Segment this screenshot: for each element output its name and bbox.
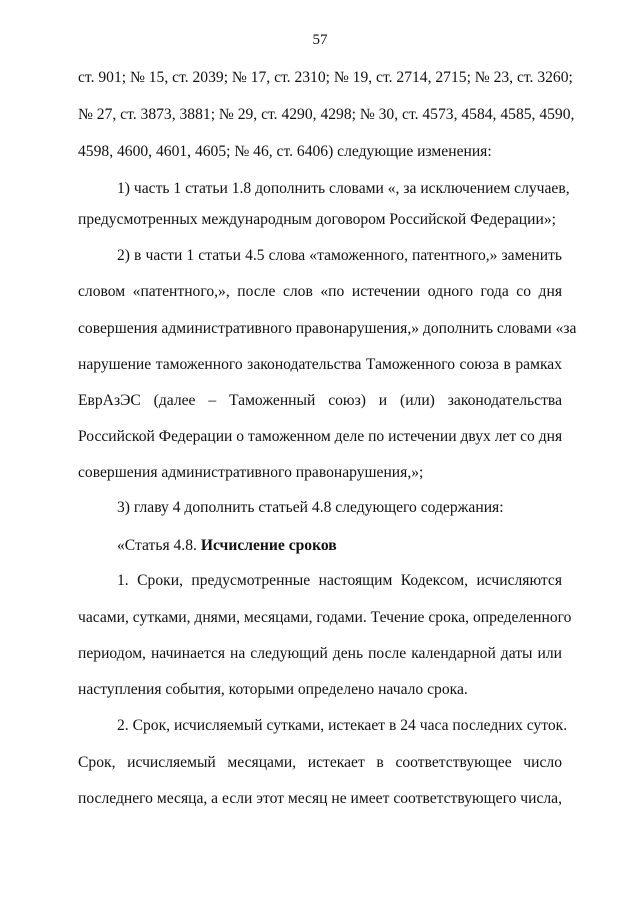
text-line: совершения административного правонарушения,»; xyxy=(78,464,424,481)
text-line: 3) главу 4 дополнить статьей 4.8 следующего содержания: xyxy=(117,499,504,516)
text-line: ЕврАзЭС (далее – Таможенный союз) и (или) законодательства xyxy=(78,392,562,409)
text-line: 1) часть 1 статьи 1.8 дополнить словами «, за исключением случаев, xyxy=(117,180,570,197)
text-line: 4598, 4600, 4601, 4605; № 46, ст. 6406) следующие изменения: xyxy=(78,143,492,160)
text-line: наступления события, которыми определено начало срока. xyxy=(78,681,468,698)
article-heading xyxy=(117,537,562,555)
text-line: Срок, исчисляемый месяцами, истекает в соответствующее число xyxy=(78,754,562,771)
text-line: последнего месяца, а если этот месяц не имеет соответствующего числа, xyxy=(78,790,562,807)
text-line: часами, сутками, днями, месяцами, годами. Течение срока, определенного xyxy=(78,609,572,626)
text-line: совершения административного правонарушения,» дополнить словами «за xyxy=(78,320,577,337)
text-line: ст. 901; № 15, ст. 2039; № 17, ст. 2310; № 19, ст. 2714, 2715; № 23, ст. 3260; xyxy=(78,69,573,86)
text-line: 1. Сроки, предусмотренные настоящим Кодексом, исчисляются xyxy=(117,572,562,589)
text-line: № 27, ст. 3873, 3881; № 29, ст. 4290, 4298; № 30, ст. 4573, 4584, 4585, 4590, xyxy=(78,106,575,123)
article-number: «Статья 4.8. xyxy=(117,537,201,554)
text-line: 2. Срок, исчисляемый сутками, истекает в 24 часа последних суток. xyxy=(117,717,568,734)
text-line: нарушение таможенного законодательства Таможенного союза в рамках xyxy=(78,356,562,373)
page-number: 57 xyxy=(312,32,328,48)
text-line: периодом, начинается на следующий день после календарной даты или xyxy=(78,645,562,662)
text-line: предусмотренных международным договором Российской Федерации»; xyxy=(78,211,556,228)
text-line: словом «патентного,», после слов «по истечении одного года со дня xyxy=(78,283,562,300)
text-line: Российской Федерации о таможенном деле по истечении двух лет со дня xyxy=(78,428,563,445)
article-title: Исчисление сроков xyxy=(200,537,337,554)
text-line: 2) в части 1 статьи 4.5 слова «таможенного, патентного,» заменить xyxy=(117,247,562,264)
